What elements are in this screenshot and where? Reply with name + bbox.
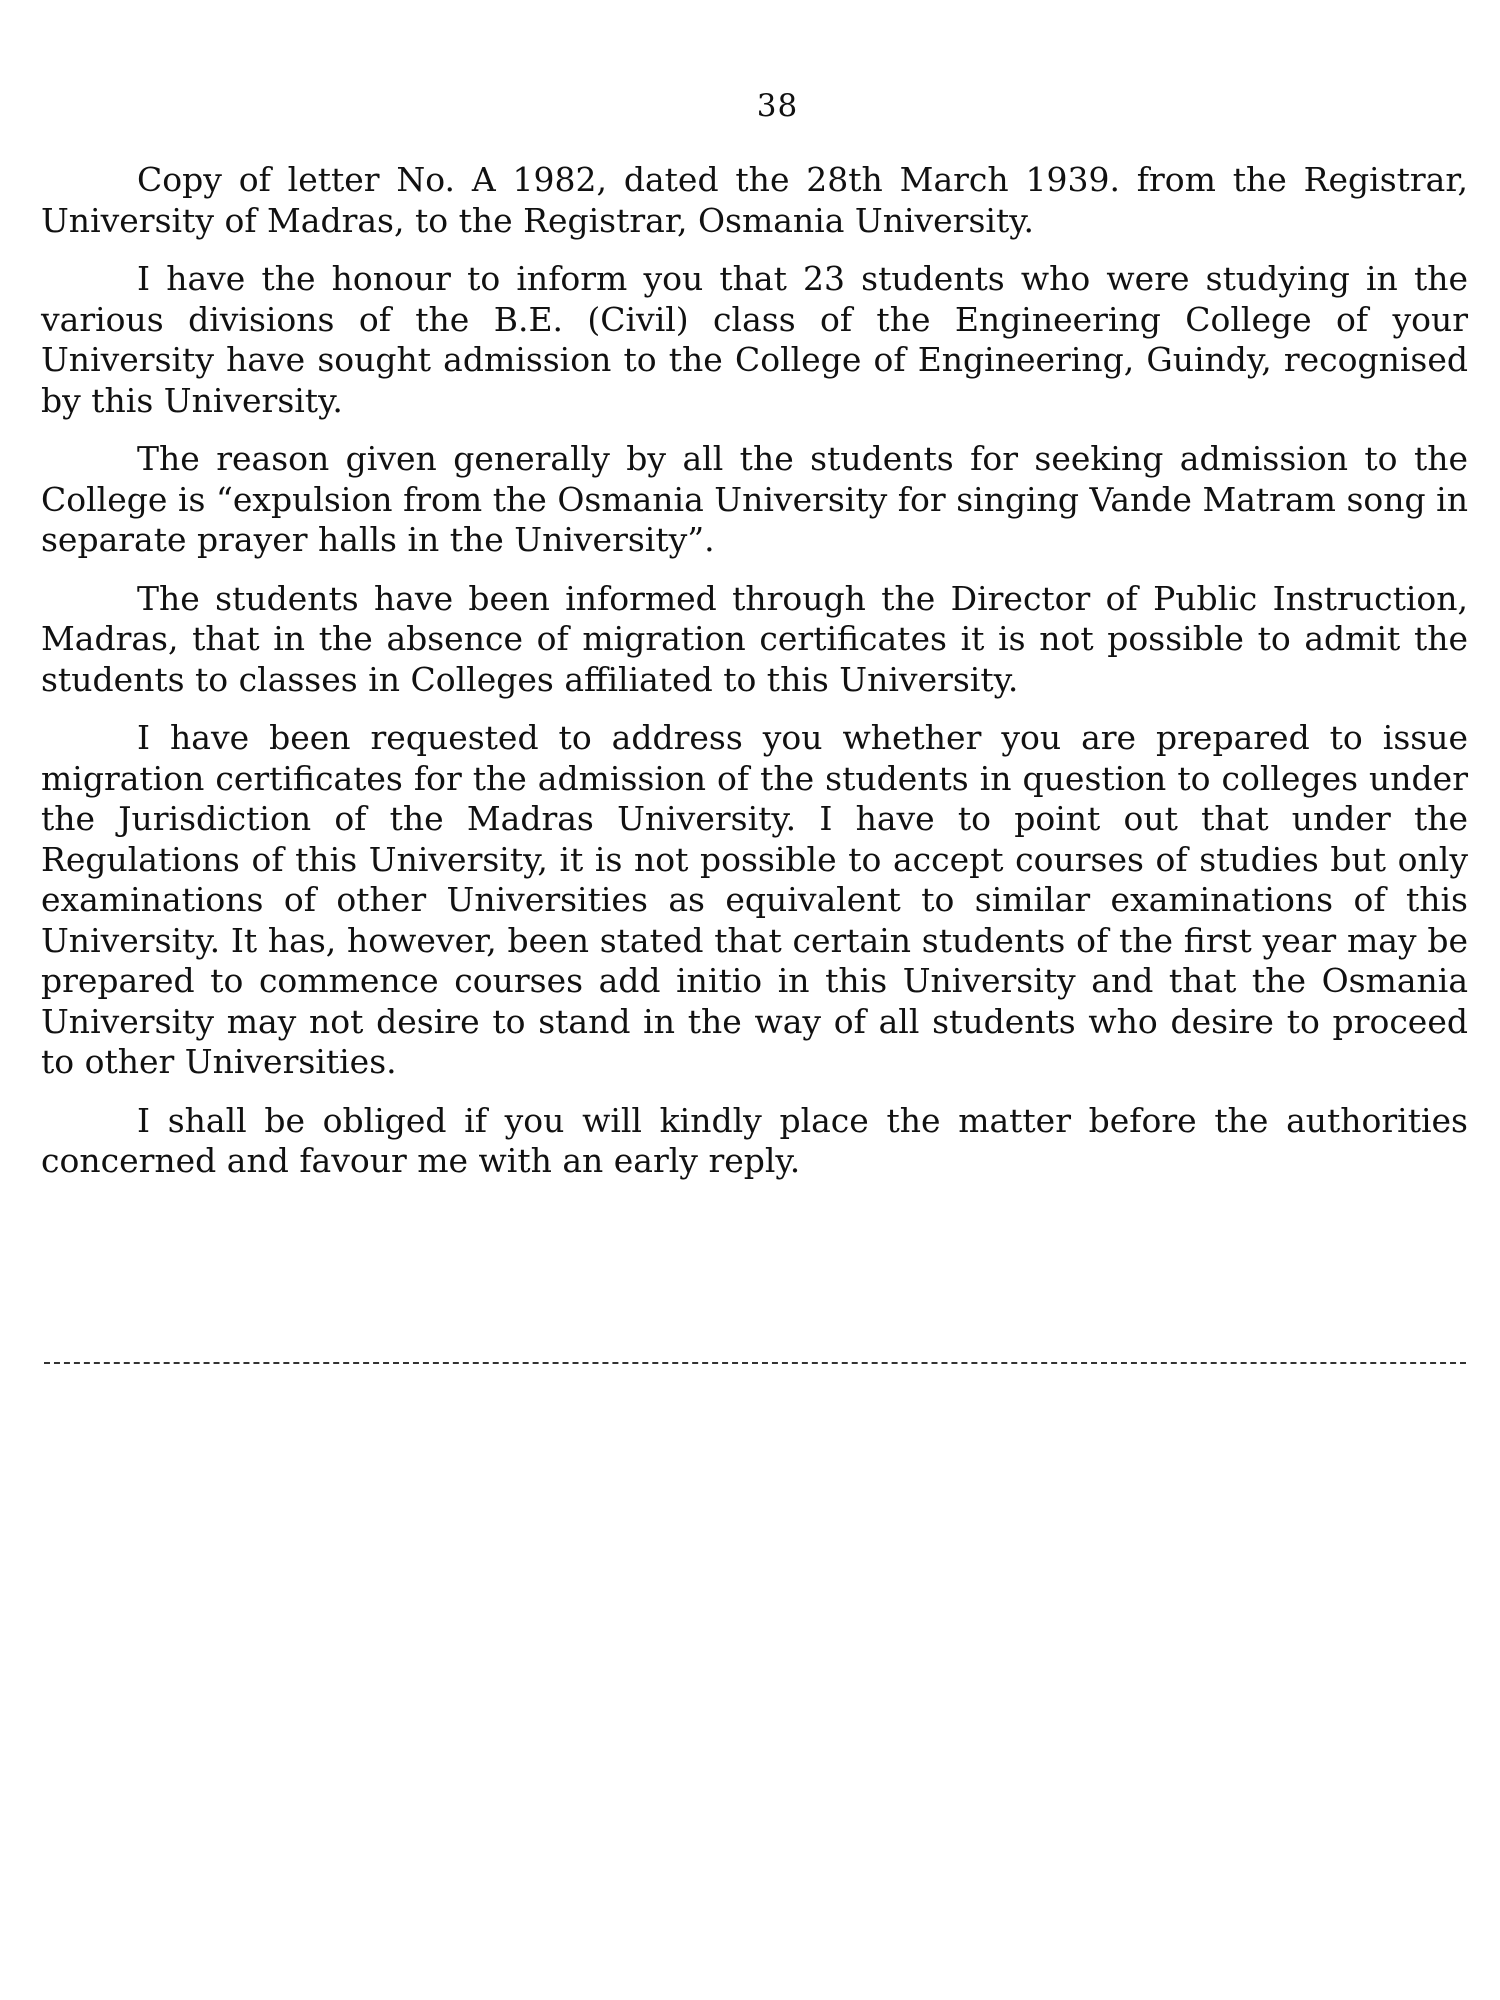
paragraph-letter-heading: Copy of letter No. A 1982, dated the 28th March 1939. from the Registrar, University of Madras, to the Registrar, Osmania University. [41, 160, 1468, 240]
paragraph-students-admission: I have the honour to inform you that 23 students who were studying in the various divisions of the B.E. (Civil) class of the Engineering College of your University have sought admission to the College of Engineering, Guindy, recognised by this University. [41, 259, 1468, 420]
letter-body [41, 160, 1468, 1200]
paragraph-dpi-information: The students have been informed through the Director of Public Instruction, Madras, that in the absence of migration certificates it is not possible to admit the students to classes in Colleges affiliated to this University. [41, 578, 1468, 699]
paragraph-closing: I shall be obliged if you will kindly place the matter before the authorities concerned and favour me with an early reply. [41, 1100, 1468, 1180]
paragraph-migration-request: I have been requested to address you whether you are prepared to issue migration certificates for the admission of the students in question to colleges under the Jurisdiction of the Madras University. I have to point out that under the Regulations of this University, it is not possible to accept courses of studies but only examinations of other Universities as equivalent to similar examinations of this University. It has, however, been stated that certain students of the first year may be prepared to commence courses add initio in this University and that the Osmania University may not desire to stand in the way of all students who desire to proceed to other Universities. [41, 718, 1468, 1081]
dashed-divider [44, 1362, 1466, 1364]
paragraph-reason: The reason given generally by all the students for seeking admission to the College is “expulsion from the Osmania University for singing Vande Matram song in separate prayer halls in the University”. [41, 439, 1468, 559]
page-number: 38 [756, 88, 799, 124]
